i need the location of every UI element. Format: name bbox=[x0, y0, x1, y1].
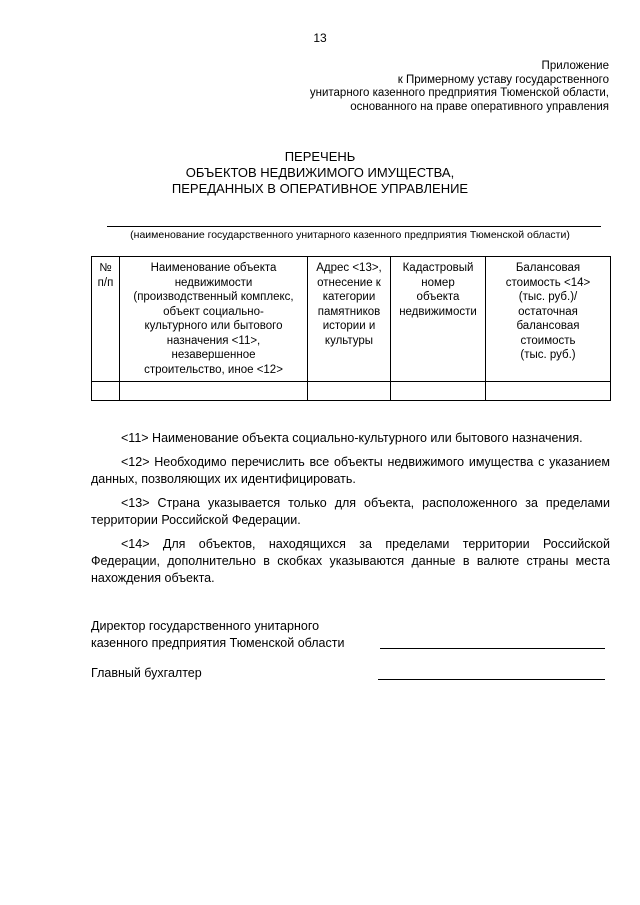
organization-caption: (наименование государственного унитарного казенного предприятия Тюменской области) bbox=[130, 229, 570, 241]
footnote: <11> Наименование объекта социально-культурного или бытового назначения. bbox=[121, 431, 583, 445]
accountant-signature-label: Главный бухгалтер bbox=[91, 666, 202, 680]
accountant-signature-line[interactable] bbox=[378, 679, 605, 680]
title-line: ОБЪЕКТОВ НЕДВИЖИМОГО ИМУЩЕСТВА, bbox=[185, 165, 455, 180]
table-cell[interactable] bbox=[486, 382, 611, 401]
appendix-line: унитарного казенного предприятия Тюменской области, bbox=[309, 87, 609, 99]
director-signature-label: Директор государственного унитарного казенного предприятия Тюменской области bbox=[91, 619, 345, 650]
table-header-row bbox=[92, 257, 611, 382]
title-line: ПЕРЕДАННЫХ В ОПЕРАТИВНОЕ УПРАВЛЕНИЕ bbox=[171, 181, 469, 196]
organization-name-field[interactable] bbox=[107, 226, 601, 227]
appendix-line: к Примерному уставу государственного bbox=[397, 73, 609, 86]
footnote: <13> Страна указывается только для объекта, расположенного за пределами территории Российской Федерации. bbox=[91, 496, 610, 527]
footnote: <12> Необходимо перечислить все объекты недвижимого имущества с указанием данных, позволяющих их идентифицировать. bbox=[91, 455, 610, 486]
header-balance-value: Балансовая стоимость <14> (тыс. руб.)/ остаточная балансовая стоимость (тыс. руб.) bbox=[486, 257, 611, 382]
appendix-line: Приложение bbox=[541, 60, 609, 72]
director-signature-line[interactable] bbox=[380, 648, 605, 649]
assets-table bbox=[91, 256, 611, 401]
table-cell[interactable] bbox=[120, 382, 308, 401]
appendix-note bbox=[209, 60, 609, 114]
table-cell[interactable] bbox=[391, 382, 486, 401]
appendix-line: основанного на праве оперативного управления bbox=[350, 100, 609, 113]
header-number: № п/п bbox=[92, 257, 120, 382]
table-row bbox=[92, 382, 611, 401]
title-line: ПЕРЕЧЕНЬ bbox=[284, 149, 356, 164]
page-number: 13 bbox=[313, 31, 327, 45]
document-title bbox=[0, 149, 640, 197]
header-address: Адрес <13>, отнесение к категории памятников истории и культуры bbox=[308, 257, 391, 382]
table-cell[interactable] bbox=[92, 382, 120, 401]
footnotes bbox=[91, 430, 610, 594]
table-cell[interactable] bbox=[308, 382, 391, 401]
footnote: <14> Для объектов, находящихся за пределами территории Российской Федерации, дополнительно в скобках указываются данные в валюте страны места нахождения объекта. bbox=[91, 537, 610, 585]
header-cadastral-number: Кадастровый номер объекта недвижимости bbox=[391, 257, 486, 382]
header-object-name: Наименование объекта недвижимости (производственный комплекс, объект социально- культурного или бытового назначения <11>, незавершенное строительство, иное <12> bbox=[120, 257, 308, 382]
